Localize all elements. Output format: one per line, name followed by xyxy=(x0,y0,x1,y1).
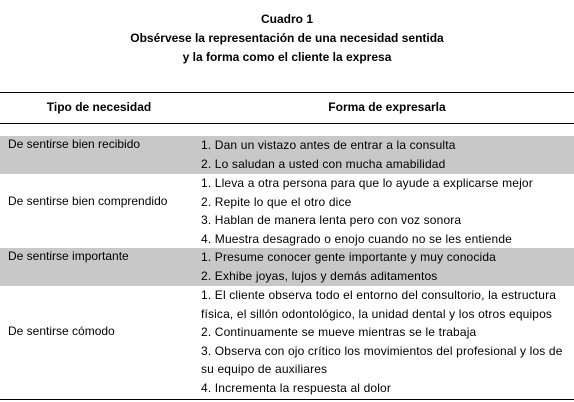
caption-line-2: y la forma como el cliente la expresa xyxy=(182,50,392,64)
header-bottom-rule xyxy=(0,123,574,124)
expression-item: 3. Observa con ojo crítico los movimientos del profesional y los de su equipo de auxiliares xyxy=(201,343,563,377)
expression-item: 4. Incrementa la respuesta al dolor xyxy=(201,380,392,395)
expression-cell xyxy=(201,286,569,398)
caption-line-1: Obsérvese la representación de una necesidad sentida xyxy=(130,31,444,45)
table-bottom-rule xyxy=(0,399,574,400)
need-cell: De sentirse importante xyxy=(8,249,129,263)
header-need-type: Tipo de necesidad xyxy=(46,100,152,114)
expression-cell xyxy=(201,174,569,248)
table-header-row xyxy=(0,92,574,122)
expression-item: 1. Presume conocer gente importante y muy conocida xyxy=(201,250,496,264)
expression-item: 2. Repite lo que el otro dice xyxy=(201,194,352,209)
need-cell: De sentirse bien recibido xyxy=(8,137,141,151)
expression-item: 1. El cliente observa todo el entorno del consultorio, la estructura física, el sillón odontológico, la unidad dental y los otros equipos xyxy=(201,288,557,321)
expression-cell xyxy=(201,248,569,285)
expression-item: 2. Exhibe joyas, lujos y demás aditamentos xyxy=(201,268,438,283)
header-expression: Forma de expresarla xyxy=(328,100,446,114)
table-row xyxy=(0,286,574,398)
expression-item: 1. Dan un vistazo antes de entrar a la consulta xyxy=(201,138,456,152)
table-caption xyxy=(0,10,574,67)
table-row xyxy=(0,136,574,174)
expression-item: 1. Lleva a otra persona para que lo ayude a explicarse mejor xyxy=(201,176,533,190)
expression-item: 2. Lo saludan a usted con mucha amabilidad xyxy=(201,156,446,171)
caption-number: Cuadro 1 xyxy=(260,12,313,26)
expression-item: 3. Hablan de manera lenta pero con voz sonora xyxy=(201,213,462,228)
expression-item: 4. Muestra desagrado o enojo cuando no se les entiende xyxy=(201,231,512,246)
need-cell: De sentirse cómodo xyxy=(8,324,115,338)
table-row xyxy=(0,248,574,286)
expression-item: 2. Continuamente se mueve mientras se le trabaja xyxy=(201,325,477,340)
need-cell: De sentirse bien comprendido xyxy=(8,194,168,208)
table-row xyxy=(0,174,574,248)
expression-cell xyxy=(201,136,569,173)
